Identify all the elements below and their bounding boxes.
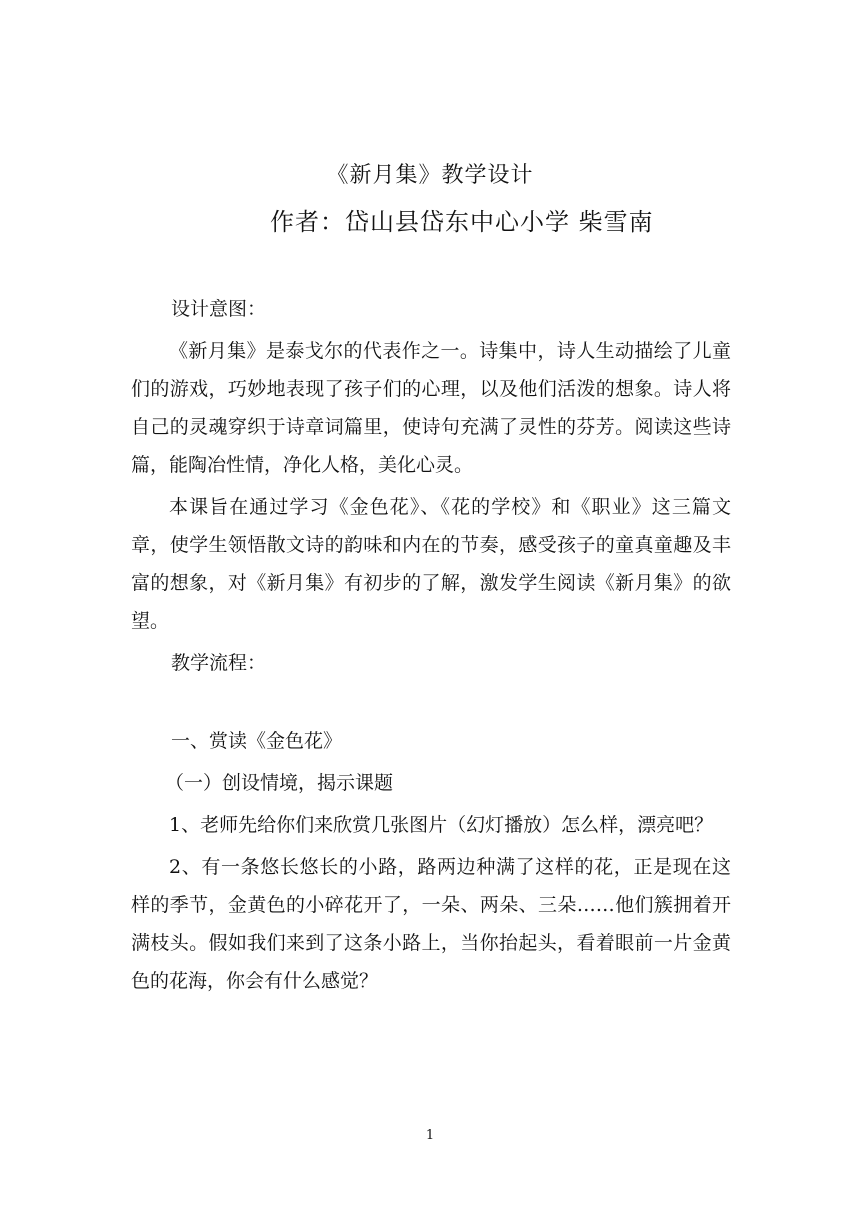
step-paragraph: 1、老师先给你们来欣赏几张图片（幻灯播放）怎么样，漂亮吧？ <box>169 814 714 836</box>
page-number: 1 <box>425 1128 435 1143</box>
process-heading: 教学流程： <box>171 652 267 674</box>
document-body <box>131 290 731 1000</box>
intent-paragraph: 本课旨在通过学习《金色花》、《花的学校》和《职业》这三篇文章，使学生领悟散文诗的韵味和内在的节奏，感受孩子的童真童趣及丰富的想象，对《新月集》有初步的了解，激发学生阅读《新月集》的欲望。 <box>131 496 731 632</box>
document-title: 《新月集》教学设计 <box>326 163 534 188</box>
step-paragraph: 2、有一条悠长悠长的小路，路两边种满了这样的花，正是现在这样的季节，金黄色的小碎花开了，一朵、两朵、三朵……他们簇拥着开满枝头。假如我们来到了这条小路上，当你抬起头，看着眼前一片金黄色的花海，你会有什么感觉？ <box>131 856 731 992</box>
document-author: 作者：岱山县岱东中心小学 柴雪南 <box>270 208 654 236</box>
subsection-heading: （一）创设情境，揭示课题 <box>165 772 394 794</box>
intent-paragraph: 《新月集》是泰戈尔的代表作之一。诗集中，诗人生动描绘了儿童们的游戏，巧妙地表现了孩子们的心理，以及他们活泼的想象。诗人将自己的灵魂穿织于诗章词篇里，使诗句充满了灵性的芬芳。阅读这些诗篇，能陶冶性情，净化人格，美化心灵。 <box>131 340 731 476</box>
section-heading: 一、赏读《金色花》 <box>171 730 343 752</box>
design-intent-heading: 设计意图： <box>171 298 267 320</box>
